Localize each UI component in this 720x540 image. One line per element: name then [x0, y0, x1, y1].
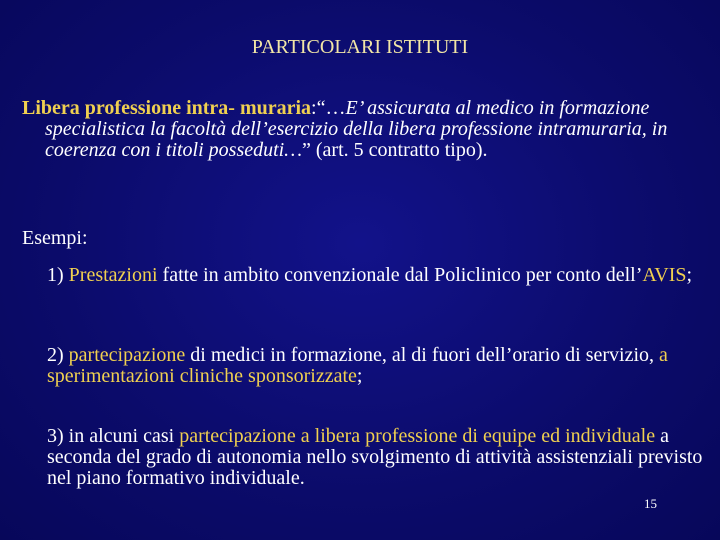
item-text-end: ;: [356, 365, 363, 387]
quote-close-reference: ” (art. 5 contratto tipo).: [302, 139, 488, 161]
highlight-avis: AVIS: [642, 264, 687, 286]
item-text: di medici in formazione, al di fuori dell’orario di servizio,: [185, 344, 660, 366]
esempi-label: Esempi:: [22, 227, 88, 249]
item-number: 1): [47, 264, 69, 286]
example-item-2: [47, 345, 707, 387]
item-number: 3) in alcuni casi: [47, 425, 180, 447]
highlight-prestazioni: Prestazioni: [68, 264, 158, 286]
example-item-1: [47, 265, 707, 286]
item-text: a seconda del grado di autonomia nello svolgimento di attività assistenziali previsto nel piano formativo individuale.: [47, 425, 703, 489]
example-item-3: [47, 426, 707, 489]
quote-open: :“…: [311, 97, 346, 119]
slide-title: PARTICOLARI ISTITUTI: [251, 36, 469, 58]
libera-professione-term: Libera professione intra- muraria: [22, 97, 312, 119]
quoted-regulation-text: E’ assicurata al medico in formazione specialistica la facoltà dell’esercizio della libera professione intramuraria, in coerenza con i titoli posseduti…: [45, 97, 668, 161]
highlight-partecipazione: partecipazione: [68, 344, 186, 366]
page-number: 15: [644, 496, 657, 511]
item-text-end: ;: [686, 264, 693, 286]
item-number: 2): [47, 344, 69, 366]
libera-professione-paragraph: [22, 98, 720, 161]
highlight-sperimentazioni: a sperimentazioni cliniche sponsorizzate: [47, 344, 668, 387]
item-text: fatte in ambito convenzionale dal Policlinico per conto dell’: [157, 264, 643, 286]
highlight-libera-professione-equipe: partecipazione a libera professione di equipe ed individuale: [179, 425, 656, 447]
